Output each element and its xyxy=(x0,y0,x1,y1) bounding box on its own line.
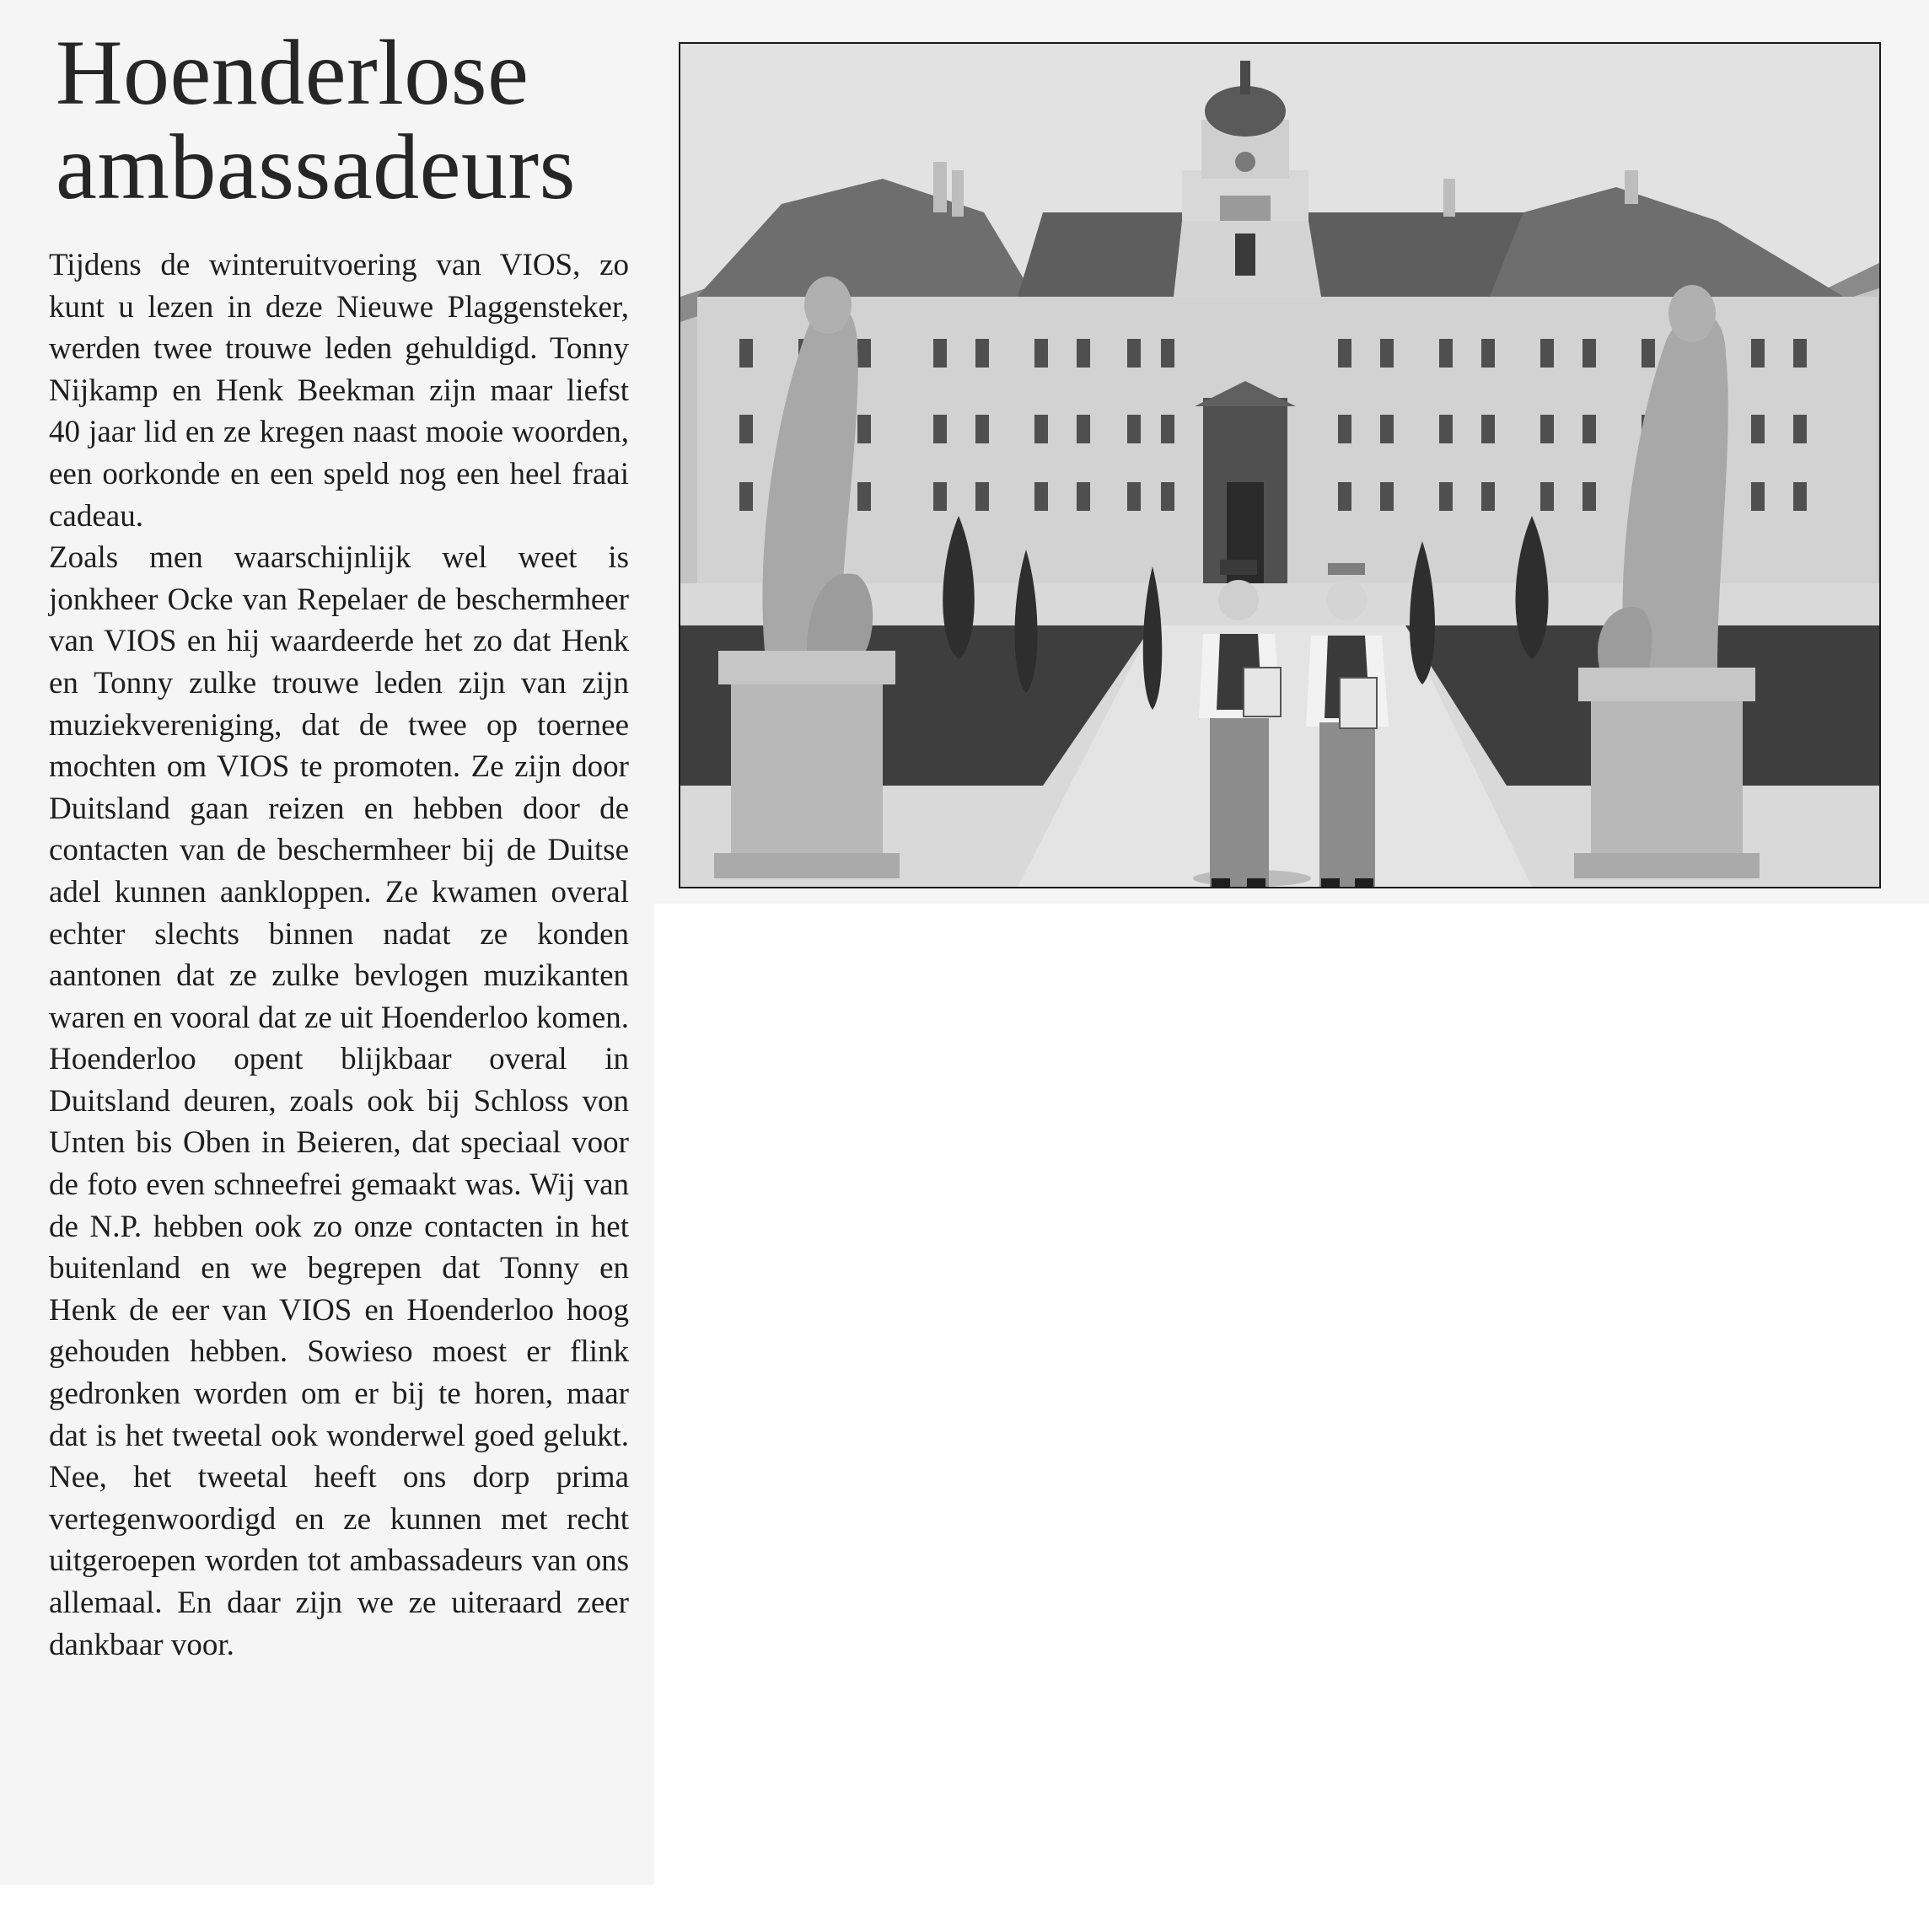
photo-window xyxy=(739,415,753,443)
photo-window xyxy=(739,482,753,511)
photo-window xyxy=(1034,415,1048,443)
photo-window xyxy=(1127,482,1141,511)
photo-window xyxy=(1751,339,1765,368)
photo-window xyxy=(1161,339,1174,368)
photo-window xyxy=(1481,339,1495,368)
photo-window xyxy=(739,339,753,368)
photo-window xyxy=(1582,482,1596,511)
photo-window xyxy=(933,415,947,443)
photo-window xyxy=(1077,339,1090,368)
photo-window xyxy=(1582,415,1596,443)
paragraph-2: Zoals men waarschijnlijk wel weet is jonkheer Ocke van Repelaer de beschermheer van VIOS en hij waardeerde het zo dat Henk en Tonny zulke trouwe leden zijn van zijn muziekvereniging, dat de twee op toernee mochten om VIOS te promoten. Ze zijn door Duitsland gaan reizen en hebben door de contacten van de beschermheer bij de Duitse adel kunnen aankloppen. Ze kwamen overal echter slechts binnen nadat ze konden aantonen dat ze zulke bevlogen muzikanten waren en vooral dat ze uit Hoenderloo komen. Hoenderloo opent blijkbaar overal in Duitsland deuren, zoals ook bij Schloss von Unten bis Oben in Beieren, dat speciaal voor de foto even schneefrei gemaakt was. Wij van de N.P. hebben ook zo onze contacten in het buitenland en we begrepen dat Tonny en Henk de eer van VIOS en Hoenderloo hoog gehouden hebben. Sowieso moest er flink gedronken worden om er bij te horen, maar dat is het tweetal ook wonderwel goed gelukt. Nee, het tweetal heeft ons dorp prima vertegenwoordigd en ze kunnen met recht uitgeroepen worden tot ambassadeurs van ons allemaal. En daar zijn we ze uiteraard zeer dankbaar voor. xyxy=(49,540,629,1662)
article xyxy=(44,21,629,1666)
photo-window xyxy=(1751,482,1765,511)
photo-window xyxy=(1540,339,1554,368)
headline-line-1: Hoenderlose xyxy=(56,21,529,124)
photo-window xyxy=(975,482,989,511)
photo-window xyxy=(1077,482,1090,511)
photo-window xyxy=(1380,415,1394,443)
photo-window xyxy=(933,482,947,511)
photo-window xyxy=(933,339,947,368)
photo-window xyxy=(1582,339,1596,368)
photo-window xyxy=(1127,415,1141,443)
photo-window xyxy=(857,415,871,443)
photo-window xyxy=(1793,482,1807,511)
photo-window xyxy=(1338,415,1351,443)
castle-photo xyxy=(679,42,1881,888)
photo-window xyxy=(1751,415,1765,443)
photo-window xyxy=(1642,339,1655,368)
photo-window xyxy=(1380,339,1394,368)
photo-window xyxy=(1077,415,1090,443)
photo-window xyxy=(1793,339,1807,368)
photo-window xyxy=(1161,415,1174,443)
headline xyxy=(44,21,629,218)
photo-window xyxy=(1034,339,1048,368)
photo-window xyxy=(1540,415,1554,443)
photo-window xyxy=(1161,482,1174,511)
photo-window xyxy=(857,482,871,511)
photo-window xyxy=(1338,482,1351,511)
photo-window xyxy=(857,339,871,368)
photo-window xyxy=(1127,339,1141,368)
photo-window xyxy=(1439,339,1453,368)
photo-window xyxy=(1380,482,1394,511)
photo-window xyxy=(1481,482,1495,511)
photo-window xyxy=(1439,415,1453,443)
castle-photo-drawing xyxy=(680,44,1879,887)
headline-line-2: ambassadeurs xyxy=(56,115,576,218)
photo-window xyxy=(1439,482,1453,511)
blank-page-area xyxy=(654,904,1929,1932)
photo-window xyxy=(1540,482,1554,511)
photo-window xyxy=(1034,482,1048,511)
photo-window xyxy=(1481,415,1495,443)
photo-window xyxy=(1338,339,1351,368)
photo-window xyxy=(975,415,989,443)
blank-bottom-margin xyxy=(0,1885,654,1932)
photo-window xyxy=(975,339,989,368)
article-body xyxy=(44,244,629,1666)
photo-window xyxy=(1793,415,1807,443)
paragraph-1: Tijdens de winteruitvoering van VIOS, zo kunt u lezen in deze Nieuwe Plaggensteker, werden twee trouwe leden gehuldigd. Tonny Nijkamp en Henk Beekman zijn maar liefst 40 jaar lid en ze kregen naast mooie woorden, een oorkonde en een speld nog een heel fraai cadeau. xyxy=(49,248,629,534)
